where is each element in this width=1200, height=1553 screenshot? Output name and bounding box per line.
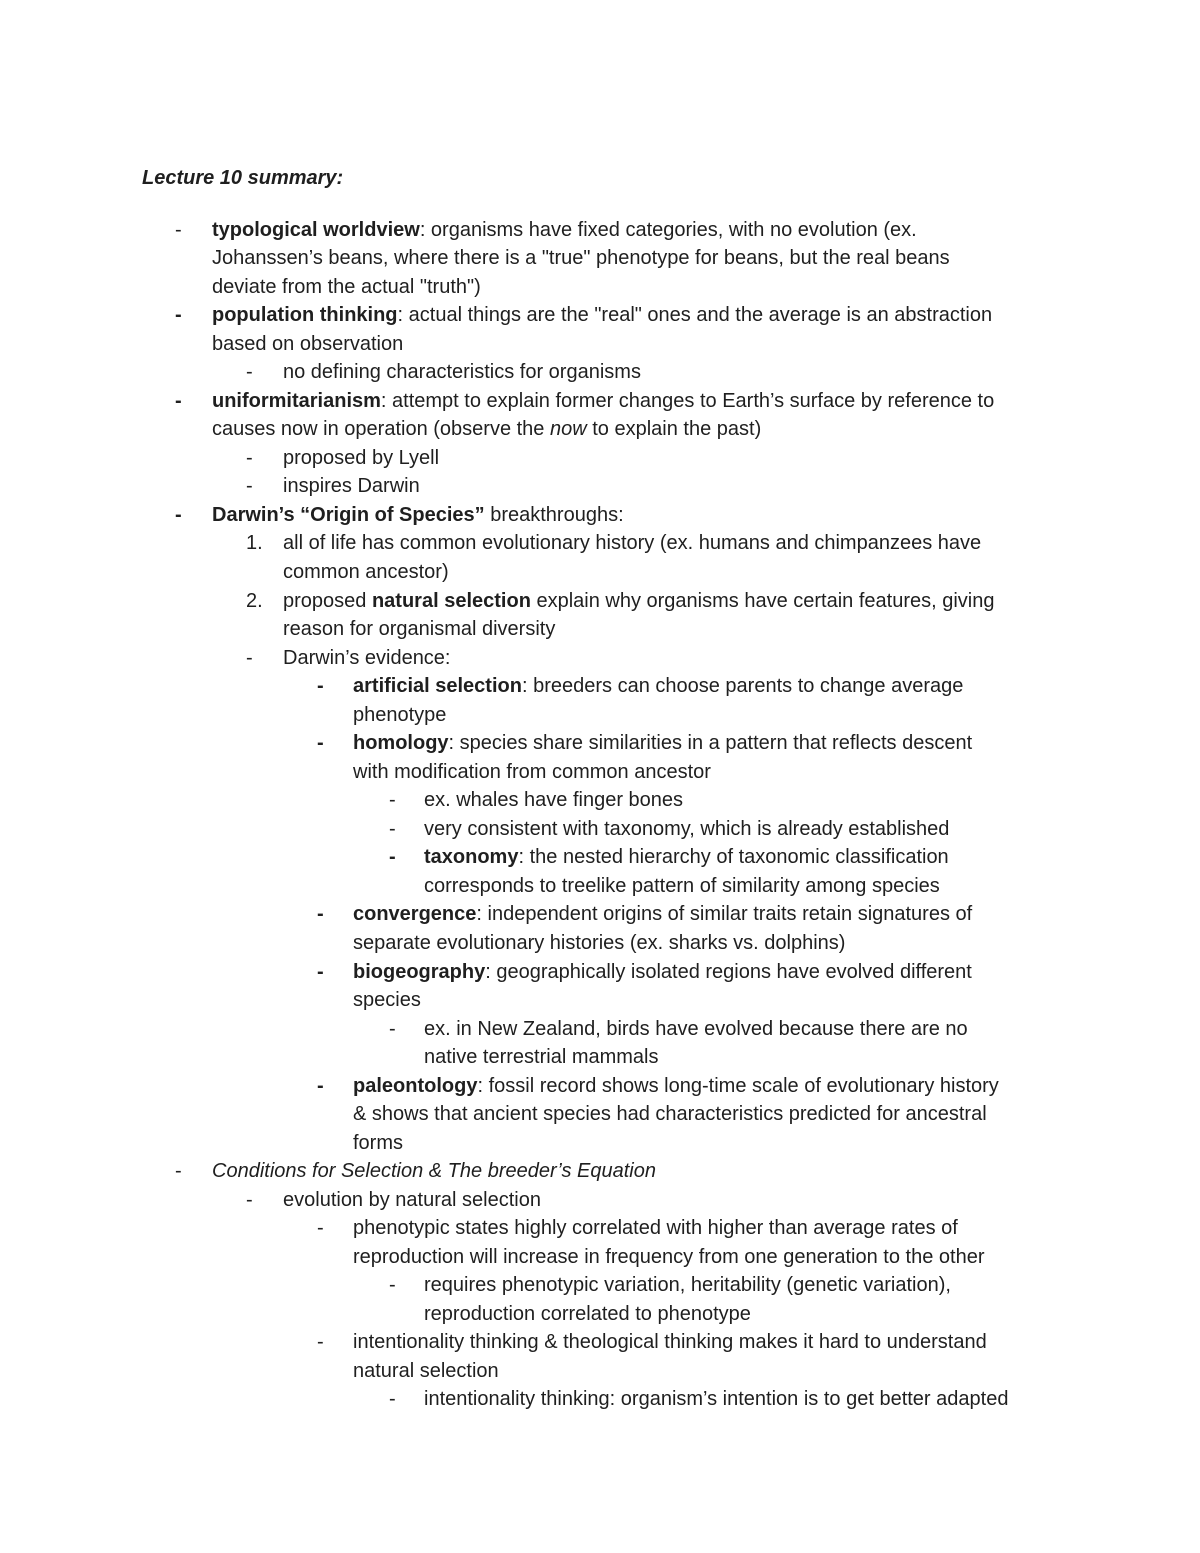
term: taxonomy bbox=[424, 846, 519, 868]
bullet-marker: - bbox=[246, 447, 253, 469]
item-text: population thinking: actual things are the "real" ones and the average is an abstraction bbox=[212, 304, 993, 326]
item-text: Darwin’s “Origin of Species” breakthroughs: bbox=[212, 504, 624, 526]
term: natural selection bbox=[371, 590, 531, 612]
bullet-marker: - bbox=[175, 1160, 182, 1182]
bullet-marker: - bbox=[389, 1274, 396, 1296]
section-heading: Conditions for Selection & The breeder’s Equation bbox=[212, 1160, 656, 1182]
bullet-marker: - bbox=[389, 818, 396, 840]
term: convergence bbox=[353, 903, 477, 925]
term: paleontology bbox=[353, 1075, 478, 1097]
bullet-marker: - bbox=[317, 1075, 324, 1097]
term: Darwin’s “Origin of Species” bbox=[212, 504, 485, 526]
bullet-marker: - bbox=[389, 1388, 396, 1410]
document-page: Lecture 10 summary: - typological worldview: organisms have fixed categories, with no evolution (ex. Johanssen’s beans, where there is a "true" phenotype for beans, but the real beans deviate from the actual "truth") - population thinking: actual things are the "real" ones and the average is an abstraction based on observation - no defining characteristics for organisms - uniformitarianism: attempt to explain former changes to Earth’s surface by reference to causes now in operation (observe the now to explain the past) - proposed by Lyell - inspires Darwin - Darwin’s “Origin of Species” breakthroughs: 1. all of life has common evolutionary history (ex. humans and chimpanzees have common ancestor) 2. proposed natural selection explain why organisms have certain features, giving reason for organismal diversity - Darwin’s evidence: - artificial selection: breeders can choose parents to change average phenotype - homology: species share similarities in a pattern that reflects descent with modification from common ancestor - ex. whales have finger bones - very consistent with taxonomy, which is already established - taxonomy: the nested hierarchy of taxonomic classification corresponds to treelike pattern of similarity among species - convergence: independent origins of similar traits retain signatures of separate evolutionary histories (ex. sharks vs. dolphins) - biogeography: geographically isolated regions have evolved different species - ex. in New Zealand, birds have evolved because there are no native terrestrial mammals - paleontology: fossil record shows long-time scale of evolutionary history & shows that ancient species had characteristics predicted for ancestral forms - Conditions for Selection & The breeder’s Equation - evolution by natural selection - phenotypic states highly correlated with higher than average rates of reproduction will increase in frequency from one generation to the other - requires phenotypic variation, heritability (genetic variation), reproduction correlated to phenotype - intentionality thinking & theological thinking makes it hard to understand natural selection - intentionality thinking: organism’s intention is to get better adapted bbox=[0, 0, 1200, 1553]
term: artificial selection bbox=[353, 675, 522, 697]
number-marker: 1. bbox=[246, 532, 263, 554]
bullet-marker: - bbox=[175, 219, 182, 241]
term: population thinking bbox=[212, 304, 398, 326]
number-marker: 2. bbox=[246, 590, 263, 612]
term: biogeography bbox=[353, 961, 486, 983]
bullet-marker: - bbox=[317, 675, 324, 697]
bullet-marker: - bbox=[317, 1217, 324, 1239]
bullet-marker: - bbox=[246, 361, 253, 383]
bullet-marker: - bbox=[175, 304, 182, 326]
item-text: typological worldview: organisms have fixed categories, with no evolution (ex. bbox=[212, 219, 917, 241]
bullet-marker: - bbox=[389, 846, 396, 868]
bullet-marker: - bbox=[389, 789, 396, 811]
term: uniformitarianism bbox=[212, 390, 381, 412]
bullet-marker: - bbox=[317, 961, 324, 983]
bullet-marker: - bbox=[175, 504, 182, 526]
item-text: uniformitarianism: attempt to explain former changes to Earth’s surface by reference to bbox=[212, 390, 995, 412]
bullet-marker: - bbox=[175, 390, 182, 412]
page-title: Lecture 10 summary: bbox=[142, 167, 344, 189]
term: typological worldview bbox=[212, 219, 420, 241]
bullet-marker: - bbox=[246, 475, 253, 497]
bullet-marker: - bbox=[317, 732, 324, 754]
bullet-marker: - bbox=[246, 1189, 253, 1211]
bullet-marker: - bbox=[246, 647, 253, 669]
term: homology bbox=[353, 732, 449, 754]
bullet-marker: - bbox=[317, 903, 324, 925]
bullet-marker: - bbox=[389, 1018, 396, 1040]
bullet-marker: - bbox=[317, 1331, 324, 1353]
